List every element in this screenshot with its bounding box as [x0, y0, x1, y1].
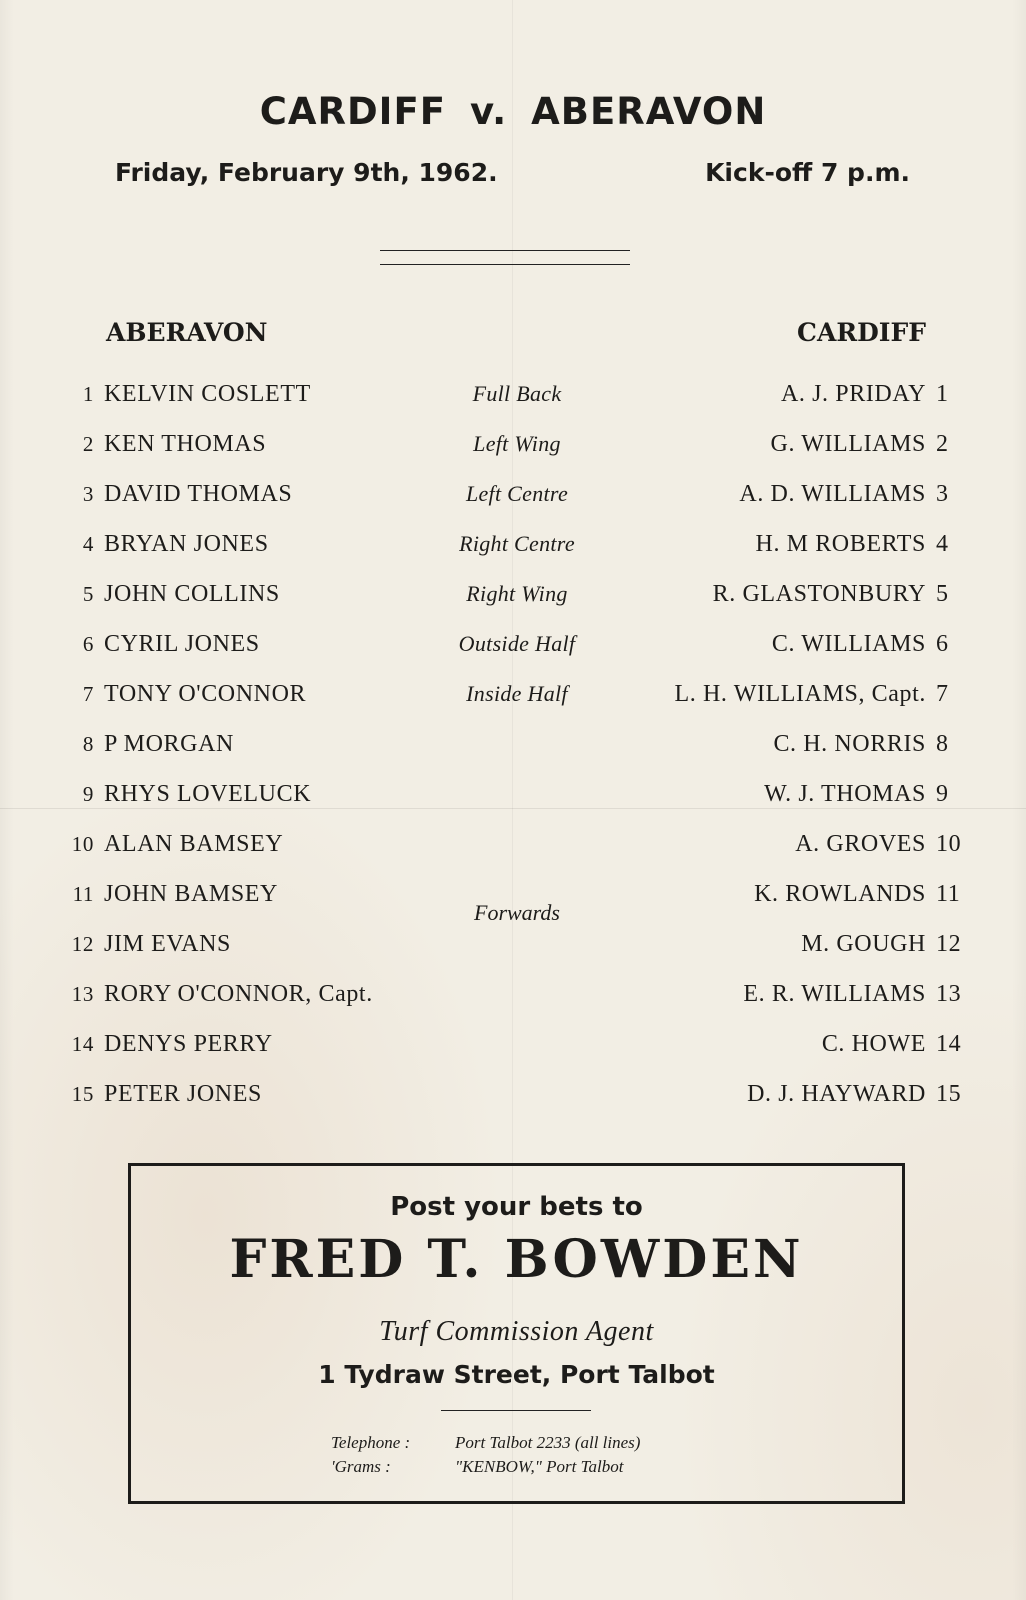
cardiff-number: 5 — [936, 581, 949, 607]
cardiff-player: R. GLASTONBURY — [712, 581, 926, 607]
cardiff-number: 10 — [936, 831, 962, 857]
aberavon-player: PETER JONES — [104, 1081, 262, 1107]
divider-rule — [380, 250, 630, 251]
aberavon-player: JIM EVANS — [104, 931, 231, 957]
aberavon-number: 2 — [82, 432, 94, 456]
aberavon-number: 8 — [82, 732, 94, 756]
aberavon-player: JOHN COLLINS — [104, 581, 280, 607]
cardiff-number: 7 — [936, 681, 949, 707]
position-label: Outside Half — [458, 631, 576, 656]
grams-value: "KENBOW," Port Talbot — [455, 1457, 624, 1476]
cardiff-heading: CARDIFF — [797, 318, 926, 347]
aberavon-heading: ABERAVON — [106, 318, 268, 347]
aberavon-player: RORY O'CONNOR, Capt. — [104, 981, 373, 1007]
versus-label: v. — [470, 90, 508, 133]
lineup-row — [0, 974, 1026, 1014]
advert-role: Turf Commission Agent — [379, 1316, 654, 1347]
cardiff-number: 9 — [936, 781, 949, 807]
cardiff-player: L. H. WILLIAMS, Capt. — [674, 681, 926, 707]
cardiff-number: 13 — [936, 981, 962, 1007]
lineup-row — [0, 774, 1026, 814]
cardiff-number: 15 — [936, 1081, 962, 1107]
cardiff-player: W. J. THOMAS — [764, 781, 926, 807]
cardiff-number: 1 — [936, 381, 949, 407]
position-label: Full Back — [472, 381, 562, 406]
aberavon-player: KELVIN COSLETT — [104, 381, 311, 407]
telephone-value: Port Talbot 2233 (all lines) — [455, 1433, 641, 1452]
position-label: Left Centre — [465, 481, 569, 506]
lineup-row — [0, 724, 1026, 764]
cardiff-number: 12 — [936, 931, 962, 957]
aberavon-player: JOHN BAMSEY — [104, 881, 278, 907]
cardiff-player: D. J. HAYWARD — [747, 1081, 926, 1107]
cardiff-number: 2 — [936, 431, 949, 457]
cardiff-player: E. R. WILLIAMS — [743, 981, 926, 1007]
cardiff-number: 3 — [936, 481, 949, 507]
lineup-row — [0, 1074, 1026, 1114]
cardiff-number: 4 — [936, 531, 949, 557]
forwards-label: Forwards — [474, 900, 560, 925]
aberavon-number: 14 — [71, 1032, 94, 1056]
lineup-row — [0, 374, 1026, 414]
cardiff-player: C. WILLIAMS — [771, 631, 926, 657]
aberavon-number: 4 — [82, 532, 94, 556]
cardiff-number: 11 — [936, 881, 961, 907]
aberavon-number: 7 — [82, 682, 94, 706]
aberavon-number: 6 — [82, 632, 94, 656]
lineup-row — [0, 424, 1026, 464]
telephone-label: Telephone : — [331, 1433, 411, 1452]
aberavon-number: 12 — [71, 932, 94, 956]
cardiff-player: C. H. NORRIS — [773, 731, 926, 757]
match-date: Friday, February 9th, 1962. — [115, 158, 498, 187]
aberavon-number: 3 — [82, 482, 94, 506]
aberavon-player: DENYS PERRY — [104, 1031, 273, 1057]
advert-divider — [441, 1410, 591, 1411]
cardiff-player: A. J. PRIDAY — [780, 381, 926, 407]
aberavon-number: 5 — [82, 582, 94, 606]
aberavon-number: 10 — [71, 832, 94, 856]
position-label: Right Wing — [466, 581, 568, 606]
aberavon-number: 11 — [72, 882, 94, 906]
aberavon-number: 9 — [82, 782, 94, 806]
cardiff-player: M. GOUGH — [801, 931, 926, 957]
divider-rule — [380, 264, 630, 265]
lineup-row — [0, 624, 1026, 664]
position-label: Inside Half — [466, 681, 568, 706]
lineup-row — [0, 574, 1026, 614]
cardiff-player: A. D. WILLIAMS — [739, 481, 926, 507]
aberavon-number: 13 — [71, 982, 94, 1006]
cardiff-player: K. ROWLANDS — [754, 881, 926, 907]
position-label: Left Wing — [473, 431, 561, 456]
advert-name: FRED T. BOWDEN — [229, 1229, 804, 1290]
aberavon-number: 1 — [82, 382, 94, 406]
cardiff-number: 8 — [936, 731, 949, 757]
grams-label: 'Grams : — [331, 1457, 391, 1476]
cardiff-number: 14 — [936, 1031, 962, 1057]
match-title — [0, 90, 1026, 133]
lineup-row — [0, 1024, 1026, 1064]
lineup-row — [0, 924, 1026, 964]
advert-lead: Post your bets to — [390, 1192, 643, 1222]
aberavon-player: BRYAN JONES — [104, 531, 269, 557]
home-team-title: CARDIFF — [259, 90, 446, 133]
advert-address: 1 Tydraw Street, Port Talbot — [318, 1360, 715, 1389]
position-label: Right Centre — [459, 531, 575, 556]
aberavon-player: RHYS LOVELUCK — [104, 781, 312, 807]
aberavon-player: DAVID THOMAS — [104, 481, 293, 507]
aberavon-number: 15 — [71, 1082, 94, 1106]
cardiff-player: H. M ROBERTS — [755, 531, 926, 557]
lineup-row — [0, 524, 1026, 564]
cardiff-player: G. WILLIAMS — [770, 431, 926, 457]
lineup-row — [0, 674, 1026, 714]
cardiff-player: A. GROVES — [795, 831, 926, 857]
cardiff-player: C. HOWE — [821, 1031, 926, 1057]
cardiff-number: 6 — [936, 631, 949, 657]
away-team-title: ABERAVON — [531, 90, 767, 133]
bookmaker-advert — [128, 1163, 905, 1504]
lineup-row — [0, 474, 1026, 514]
aberavon-player: TONY O'CONNOR — [104, 681, 307, 707]
lineup-row — [0, 824, 1026, 864]
kickoff-time: Kick-off 7 p.m. — [705, 158, 910, 187]
aberavon-player: ALAN BAMSEY — [104, 831, 284, 857]
aberavon-player: CYRIL JONES — [104, 631, 260, 657]
aberavon-player: P MORGAN — [104, 731, 234, 757]
aberavon-player: KEN THOMAS — [104, 431, 267, 457]
